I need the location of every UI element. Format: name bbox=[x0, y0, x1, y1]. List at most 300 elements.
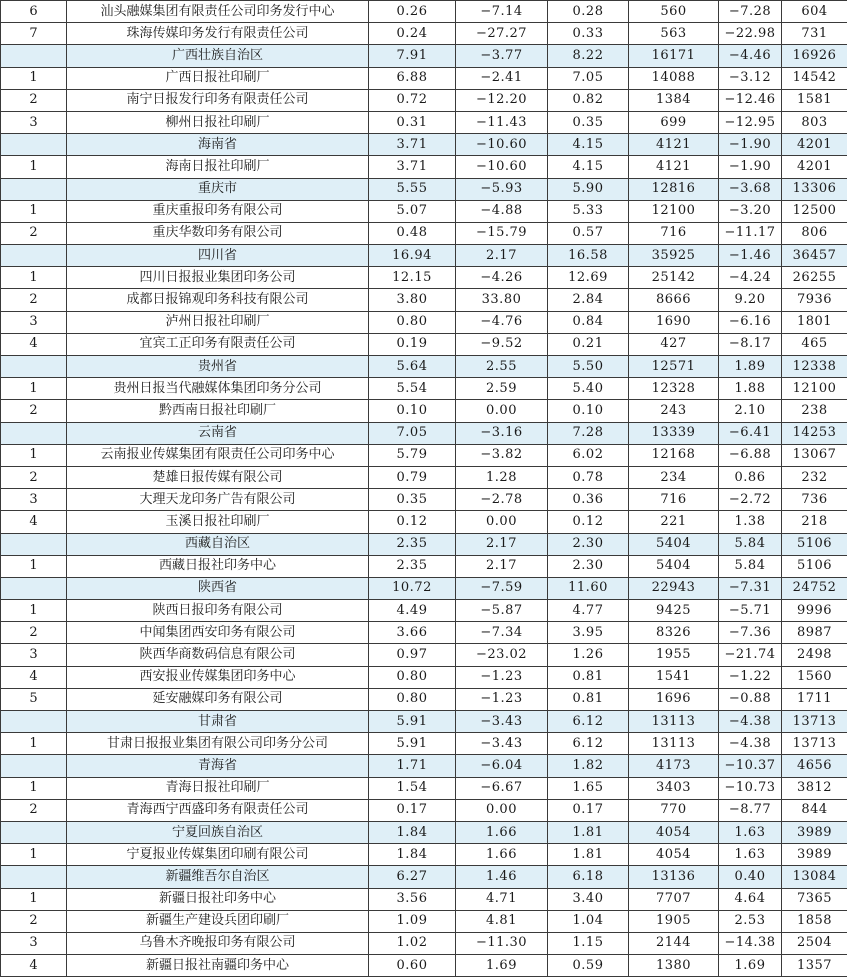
row-index-cell bbox=[1, 422, 67, 444]
share-change-cell: −12.20 bbox=[456, 89, 548, 111]
share-value-cell: 0.80 bbox=[369, 688, 456, 710]
share-change-cell: −5.87 bbox=[456, 600, 548, 622]
prev-share-cell: 6.12 bbox=[548, 733, 629, 755]
prev-volume-cell: 2498 bbox=[782, 644, 847, 666]
volume-value-cell: 8666 bbox=[629, 289, 719, 311]
share-value-cell: 7.05 bbox=[369, 422, 456, 444]
row-index-cell: 4 bbox=[1, 955, 67, 977]
prev-share-cell: 0.36 bbox=[548, 489, 629, 511]
share-change-cell: −10.60 bbox=[456, 134, 548, 156]
prev-volume-cell: 7936 bbox=[782, 289, 847, 311]
share-value-cell: 0.35 bbox=[369, 489, 456, 511]
prev-volume-cell: 5106 bbox=[782, 533, 847, 555]
volume-value-cell: 770 bbox=[629, 799, 719, 821]
volume-change-cell: −1.90 bbox=[719, 134, 782, 156]
row-index-cell: 1 bbox=[1, 777, 67, 799]
table-row bbox=[1, 23, 847, 45]
province-row bbox=[1, 755, 847, 777]
row-index-cell: 4 bbox=[1, 666, 67, 688]
prev-volume-cell: 232 bbox=[782, 466, 847, 488]
table-row bbox=[1, 733, 847, 755]
row-index-cell: 1 bbox=[1, 555, 67, 577]
row-name-cell: 青海省 bbox=[67, 755, 369, 777]
table-row bbox=[1, 600, 847, 622]
prev-volume-cell: 36457 bbox=[782, 245, 847, 267]
share-change-cell: −27.27 bbox=[456, 23, 548, 45]
share-value-cell: 1.02 bbox=[369, 932, 456, 954]
row-index-cell: 2 bbox=[1, 799, 67, 821]
share-value-cell: 6.27 bbox=[369, 866, 456, 888]
row-name-cell: 海南日报社印刷厂 bbox=[67, 156, 369, 178]
share-change-cell: 2.59 bbox=[456, 378, 548, 400]
table-row bbox=[1, 89, 847, 111]
volume-value-cell: 9425 bbox=[629, 600, 719, 622]
row-name-cell: 新疆生产建设兵团印刷厂 bbox=[67, 910, 369, 932]
row-name-cell: 重庆重报印务有限公司 bbox=[67, 200, 369, 222]
prev-share-cell: 5.40 bbox=[548, 378, 629, 400]
share-value-cell: 0.97 bbox=[369, 644, 456, 666]
share-change-cell: 4.81 bbox=[456, 910, 548, 932]
row-name-cell: 宜宾工正印务有限责任公司 bbox=[67, 333, 369, 355]
table-row bbox=[1, 67, 847, 89]
volume-change-cell: −3.68 bbox=[719, 178, 782, 200]
share-change-cell: 2.55 bbox=[456, 356, 548, 378]
volume-value-cell: 13339 bbox=[629, 422, 719, 444]
prev-volume-cell: 5106 bbox=[782, 555, 847, 577]
table-row bbox=[1, 267, 847, 289]
row-name-cell: 黔西南日报社印刷厂 bbox=[67, 400, 369, 422]
volume-value-cell: 25142 bbox=[629, 267, 719, 289]
prev-volume-cell: 13713 bbox=[782, 711, 847, 733]
volume-change-cell: −7.31 bbox=[719, 577, 782, 599]
province-row bbox=[1, 866, 847, 888]
prev-share-cell: 6.18 bbox=[548, 866, 629, 888]
table-row bbox=[1, 644, 847, 666]
province-row bbox=[1, 134, 847, 156]
volume-change-cell: 0.40 bbox=[719, 866, 782, 888]
row-index-cell: 6 bbox=[1, 1, 67, 23]
share-value-cell: 3.71 bbox=[369, 134, 456, 156]
row-name-cell: 贵州日报当代融媒体集团印务分公司 bbox=[67, 378, 369, 400]
prev-volume-cell: 9996 bbox=[782, 600, 847, 622]
share-value-cell: 1.71 bbox=[369, 755, 456, 777]
share-value-cell: 3.71 bbox=[369, 156, 456, 178]
volume-change-cell: 9.20 bbox=[719, 289, 782, 311]
volume-change-cell: −6.41 bbox=[719, 422, 782, 444]
prev-share-cell: 7.05 bbox=[548, 67, 629, 89]
volume-value-cell: 12168 bbox=[629, 444, 719, 466]
share-value-cell: 0.10 bbox=[369, 400, 456, 422]
volume-change-cell: −10.37 bbox=[719, 755, 782, 777]
volume-value-cell: 234 bbox=[629, 466, 719, 488]
table-row bbox=[1, 156, 847, 178]
prev-volume-cell: 8987 bbox=[782, 622, 847, 644]
share-change-cell: −5.93 bbox=[456, 178, 548, 200]
row-index-cell bbox=[1, 533, 67, 555]
volume-change-cell: −10.73 bbox=[719, 777, 782, 799]
prev-volume-cell: 731 bbox=[782, 23, 847, 45]
volume-change-cell: −22.98 bbox=[719, 23, 782, 45]
table-row bbox=[1, 289, 847, 311]
volume-change-cell: −21.74 bbox=[719, 644, 782, 666]
volume-change-cell: −4.46 bbox=[719, 45, 782, 67]
volume-value-cell: 1384 bbox=[629, 89, 719, 111]
share-value-cell: 2.35 bbox=[369, 533, 456, 555]
volume-change-cell: −5.71 bbox=[719, 600, 782, 622]
row-name-cell: 甘肃日报报业集团有限公司印务分公司 bbox=[67, 733, 369, 755]
table-row bbox=[1, 622, 847, 644]
prev-volume-cell: 3812 bbox=[782, 777, 847, 799]
prev-volume-cell: 736 bbox=[782, 489, 847, 511]
prev-share-cell: 4.15 bbox=[548, 134, 629, 156]
province-row bbox=[1, 245, 847, 267]
volume-value-cell: 4121 bbox=[629, 134, 719, 156]
volume-value-cell: 16171 bbox=[629, 45, 719, 67]
row-index-cell bbox=[1, 711, 67, 733]
row-name-cell: 大理天龙印务广告有限公司 bbox=[67, 489, 369, 511]
row-name-cell: 汕头融媒集团有限责任公司印务发行中心 bbox=[67, 1, 369, 23]
share-change-cell: −10.60 bbox=[456, 156, 548, 178]
volume-change-cell: 1.63 bbox=[719, 821, 782, 843]
share-value-cell: 0.19 bbox=[369, 333, 456, 355]
row-index-cell bbox=[1, 821, 67, 843]
volume-change-cell: −1.22 bbox=[719, 666, 782, 688]
row-index-cell: 1 bbox=[1, 267, 67, 289]
prev-share-cell: 11.60 bbox=[548, 577, 629, 599]
row-index-cell: 4 bbox=[1, 511, 67, 533]
province-row bbox=[1, 356, 847, 378]
share-change-cell: −4.76 bbox=[456, 311, 548, 333]
row-name-cell: 广西壮族自治区 bbox=[67, 45, 369, 67]
row-index-cell: 1 bbox=[1, 67, 67, 89]
row-index-cell bbox=[1, 134, 67, 156]
row-index-cell: 3 bbox=[1, 644, 67, 666]
share-change-cell: 0.00 bbox=[456, 400, 548, 422]
prev-volume-cell: 1801 bbox=[782, 311, 847, 333]
province-row bbox=[1, 422, 847, 444]
share-change-cell: −4.88 bbox=[456, 200, 548, 222]
row-index-cell: 4 bbox=[1, 333, 67, 355]
prev-volume-cell: 4656 bbox=[782, 755, 847, 777]
prev-volume-cell: 12500 bbox=[782, 200, 847, 222]
table-row bbox=[1, 688, 847, 710]
share-change-cell: 1.66 bbox=[456, 821, 548, 843]
row-index-cell: 2 bbox=[1, 289, 67, 311]
volume-value-cell: 1380 bbox=[629, 955, 719, 977]
share-change-cell: 1.28 bbox=[456, 466, 548, 488]
province-row bbox=[1, 711, 847, 733]
prev-share-cell: 0.33 bbox=[548, 23, 629, 45]
prev-volume-cell: 803 bbox=[782, 111, 847, 133]
share-value-cell: 5.07 bbox=[369, 200, 456, 222]
row-index-cell: 1 bbox=[1, 888, 67, 910]
share-value-cell: 6.88 bbox=[369, 67, 456, 89]
share-value-cell: 5.64 bbox=[369, 356, 456, 378]
volume-change-cell: −7.28 bbox=[719, 1, 782, 23]
volume-change-cell: −12.95 bbox=[719, 111, 782, 133]
volume-change-cell: −4.38 bbox=[719, 711, 782, 733]
row-name-cell: 贵州省 bbox=[67, 356, 369, 378]
share-change-cell: −4.26 bbox=[456, 267, 548, 289]
row-index-cell: 3 bbox=[1, 311, 67, 333]
volume-change-cell: −0.88 bbox=[719, 688, 782, 710]
row-index-cell: 5 bbox=[1, 688, 67, 710]
share-value-cell: 1.84 bbox=[369, 821, 456, 843]
volume-change-cell: −4.38 bbox=[719, 733, 782, 755]
volume-value-cell: 22943 bbox=[629, 577, 719, 599]
volume-value-cell: 3403 bbox=[629, 777, 719, 799]
volume-value-cell: 4054 bbox=[629, 844, 719, 866]
row-name-cell: 宁夏回族自治区 bbox=[67, 821, 369, 843]
prev-volume-cell: 12338 bbox=[782, 356, 847, 378]
volume-change-cell: −14.38 bbox=[719, 932, 782, 954]
row-name-cell: 西藏自治区 bbox=[67, 533, 369, 555]
prev-volume-cell: 1581 bbox=[782, 89, 847, 111]
row-name-cell: 海南省 bbox=[67, 134, 369, 156]
volume-value-cell: 1696 bbox=[629, 688, 719, 710]
share-value-cell: 0.12 bbox=[369, 511, 456, 533]
share-value-cell: 0.26 bbox=[369, 1, 456, 23]
share-value-cell: 0.80 bbox=[369, 666, 456, 688]
prev-share-cell: 0.57 bbox=[548, 222, 629, 244]
share-change-cell: −1.23 bbox=[456, 666, 548, 688]
share-value-cell: 3.56 bbox=[369, 888, 456, 910]
share-value-cell: 5.55 bbox=[369, 178, 456, 200]
prev-share-cell: 2.30 bbox=[548, 533, 629, 555]
province-row bbox=[1, 821, 847, 843]
share-change-cell: 4.71 bbox=[456, 888, 548, 910]
prev-share-cell: 5.50 bbox=[548, 356, 629, 378]
volume-value-cell: 243 bbox=[629, 400, 719, 422]
volume-value-cell: 1905 bbox=[629, 910, 719, 932]
row-index-cell bbox=[1, 577, 67, 599]
row-name-cell: 甘肃省 bbox=[67, 711, 369, 733]
volume-value-cell: 35925 bbox=[629, 245, 719, 267]
volume-value-cell: 12571 bbox=[629, 356, 719, 378]
share-change-cell: −7.14 bbox=[456, 1, 548, 23]
table-row bbox=[1, 844, 847, 866]
volume-value-cell: 8326 bbox=[629, 622, 719, 644]
volume-change-cell: 5.84 bbox=[719, 555, 782, 577]
volume-change-cell: 2.10 bbox=[719, 400, 782, 422]
share-value-cell: 1.54 bbox=[369, 777, 456, 799]
row-index-cell bbox=[1, 356, 67, 378]
row-name-cell: 新疆日报社印务中心 bbox=[67, 888, 369, 910]
row-name-cell: 重庆华数印务有限公司 bbox=[67, 222, 369, 244]
volume-change-cell: −1.46 bbox=[719, 245, 782, 267]
row-name-cell: 延安融媒印务有限公司 bbox=[67, 688, 369, 710]
row-name-cell: 云南省 bbox=[67, 422, 369, 444]
volume-value-cell: 13136 bbox=[629, 866, 719, 888]
prev-volume-cell: 26255 bbox=[782, 267, 847, 289]
prev-volume-cell: 604 bbox=[782, 1, 847, 23]
volume-value-cell: 716 bbox=[629, 222, 719, 244]
row-name-cell: 楚雄日报传媒有限公司 bbox=[67, 466, 369, 488]
province-row bbox=[1, 577, 847, 599]
volume-value-cell: 716 bbox=[629, 489, 719, 511]
province-row bbox=[1, 533, 847, 555]
row-name-cell: 泸州日报社印刷厂 bbox=[67, 311, 369, 333]
share-value-cell: 0.80 bbox=[369, 311, 456, 333]
volume-value-cell: 1541 bbox=[629, 666, 719, 688]
prev-volume-cell: 1711 bbox=[782, 688, 847, 710]
prev-share-cell: 0.81 bbox=[548, 688, 629, 710]
volume-change-cell: 1.69 bbox=[719, 955, 782, 977]
prev-share-cell: 3.40 bbox=[548, 888, 629, 910]
table-body bbox=[1, 1, 847, 977]
table-row bbox=[1, 378, 847, 400]
prev-share-cell: 1.04 bbox=[548, 910, 629, 932]
row-name-cell: 柳州日报社印刷厂 bbox=[67, 111, 369, 133]
row-name-cell: 西藏日报社印务中心 bbox=[67, 555, 369, 577]
row-index-cell bbox=[1, 755, 67, 777]
prev-share-cell: 6.12 bbox=[548, 711, 629, 733]
prev-share-cell: 0.82 bbox=[548, 89, 629, 111]
prev-share-cell: 6.02 bbox=[548, 444, 629, 466]
share-value-cell: 1.84 bbox=[369, 844, 456, 866]
row-index-cell: 2 bbox=[1, 400, 67, 422]
share-value-cell: 4.49 bbox=[369, 600, 456, 622]
prev-volume-cell: 218 bbox=[782, 511, 847, 533]
prev-volume-cell: 806 bbox=[782, 222, 847, 244]
prev-volume-cell: 4201 bbox=[782, 134, 847, 156]
row-index-cell: 1 bbox=[1, 600, 67, 622]
volume-value-cell: 1690 bbox=[629, 311, 719, 333]
share-change-cell: −3.82 bbox=[456, 444, 548, 466]
table-row bbox=[1, 799, 847, 821]
share-value-cell: 0.24 bbox=[369, 23, 456, 45]
volume-value-cell: 12100 bbox=[629, 200, 719, 222]
table-row bbox=[1, 777, 847, 799]
table-row bbox=[1, 111, 847, 133]
row-index-cell bbox=[1, 245, 67, 267]
prev-share-cell: 0.10 bbox=[548, 400, 629, 422]
volume-change-cell: −8.77 bbox=[719, 799, 782, 821]
row-index-cell bbox=[1, 45, 67, 67]
share-value-cell: 0.48 bbox=[369, 222, 456, 244]
table-row bbox=[1, 333, 847, 355]
row-index-cell: 1 bbox=[1, 156, 67, 178]
prev-volume-cell: 465 bbox=[782, 333, 847, 355]
volume-value-cell: 12328 bbox=[629, 378, 719, 400]
volume-change-cell: 1.89 bbox=[719, 356, 782, 378]
volume-change-cell: −12.46 bbox=[719, 89, 782, 111]
volume-change-cell: 5.84 bbox=[719, 533, 782, 555]
table-row bbox=[1, 955, 847, 977]
share-change-cell: 2.17 bbox=[456, 533, 548, 555]
volume-value-cell: 699 bbox=[629, 111, 719, 133]
share-value-cell: 0.31 bbox=[369, 111, 456, 133]
table-row bbox=[1, 400, 847, 422]
prev-share-cell: 0.17 bbox=[548, 799, 629, 821]
share-change-cell: −3.16 bbox=[456, 422, 548, 444]
table-row bbox=[1, 555, 847, 577]
prev-share-cell: 4.77 bbox=[548, 600, 629, 622]
row-index-cell: 2 bbox=[1, 910, 67, 932]
province-row bbox=[1, 178, 847, 200]
row-name-cell: 青海日报社印刷厂 bbox=[67, 777, 369, 799]
row-name-cell: 玉溪日报社印刷厂 bbox=[67, 511, 369, 533]
volume-change-cell: −6.16 bbox=[719, 311, 782, 333]
table-row bbox=[1, 666, 847, 688]
row-name-cell: 南宁日报发行印务有限责任公司 bbox=[67, 89, 369, 111]
row-name-cell: 四川日报报业集团印务公司 bbox=[67, 267, 369, 289]
volume-change-cell: −2.72 bbox=[719, 489, 782, 511]
prev-share-cell: 4.15 bbox=[548, 156, 629, 178]
prev-share-cell: 1.65 bbox=[548, 777, 629, 799]
volume-change-cell: −8.17 bbox=[719, 333, 782, 355]
volume-change-cell: 0.86 bbox=[719, 466, 782, 488]
volume-value-cell: 13113 bbox=[629, 711, 719, 733]
share-value-cell: 3.80 bbox=[369, 289, 456, 311]
volume-change-cell: 1.63 bbox=[719, 844, 782, 866]
share-change-cell: −7.59 bbox=[456, 577, 548, 599]
volume-change-cell: −3.12 bbox=[719, 67, 782, 89]
prev-share-cell: 7.28 bbox=[548, 422, 629, 444]
prev-volume-cell: 16926 bbox=[782, 45, 847, 67]
volume-value-cell: 4121 bbox=[629, 156, 719, 178]
row-name-cell: 成都日报锦观印务科技有限公司 bbox=[67, 289, 369, 311]
row-name-cell: 珠海传媒印务发行有限责任公司 bbox=[67, 23, 369, 45]
share-change-cell: −7.34 bbox=[456, 622, 548, 644]
row-name-cell: 西安报业传媒集团印务中心 bbox=[67, 666, 369, 688]
prev-volume-cell: 14542 bbox=[782, 67, 847, 89]
table-row bbox=[1, 888, 847, 910]
volume-value-cell: 2144 bbox=[629, 932, 719, 954]
prev-volume-cell: 238 bbox=[782, 400, 847, 422]
share-change-cell: −2.41 bbox=[456, 67, 548, 89]
prev-volume-cell: 13084 bbox=[782, 866, 847, 888]
share-value-cell: 0.60 bbox=[369, 955, 456, 977]
share-change-cell: −9.52 bbox=[456, 333, 548, 355]
prev-share-cell: 1.82 bbox=[548, 755, 629, 777]
row-index-cell bbox=[1, 866, 67, 888]
share-value-cell: 2.35 bbox=[369, 555, 456, 577]
prev-share-cell: 1.26 bbox=[548, 644, 629, 666]
row-name-cell: 陕西日报印务有限公司 bbox=[67, 600, 369, 622]
volume-change-cell: −7.36 bbox=[719, 622, 782, 644]
prev-volume-cell: 24752 bbox=[782, 577, 847, 599]
row-index-cell: 3 bbox=[1, 489, 67, 511]
share-change-cell: −2.78 bbox=[456, 489, 548, 511]
row-name-cell: 乌鲁木齐晚报印务有限公司 bbox=[67, 932, 369, 954]
row-name-cell: 广西日报社印刷厂 bbox=[67, 67, 369, 89]
volume-value-cell: 5404 bbox=[629, 533, 719, 555]
share-value-cell: 3.66 bbox=[369, 622, 456, 644]
volume-change-cell: 2.53 bbox=[719, 910, 782, 932]
row-index-cell: 1 bbox=[1, 444, 67, 466]
row-index-cell: 7 bbox=[1, 23, 67, 45]
volume-value-cell: 7707 bbox=[629, 888, 719, 910]
prev-share-cell: 0.35 bbox=[548, 111, 629, 133]
share-change-cell: 2.17 bbox=[456, 555, 548, 577]
prev-volume-cell: 14253 bbox=[782, 422, 847, 444]
volume-change-cell: −11.17 bbox=[719, 222, 782, 244]
prev-volume-cell: 2504 bbox=[782, 932, 847, 954]
row-index-cell: 2 bbox=[1, 89, 67, 111]
share-value-cell: 5.79 bbox=[369, 444, 456, 466]
volume-value-cell: 12816 bbox=[629, 178, 719, 200]
prev-share-cell: 0.12 bbox=[548, 511, 629, 533]
row-name-cell: 新疆维吾尔自治区 bbox=[67, 866, 369, 888]
table-row bbox=[1, 511, 847, 533]
row-name-cell: 新疆日报社南疆印务中心 bbox=[67, 955, 369, 977]
share-value-cell: 7.91 bbox=[369, 45, 456, 67]
volume-value-cell: 13113 bbox=[629, 733, 719, 755]
row-name-cell: 陕西省 bbox=[67, 577, 369, 599]
row-index-cell: 1 bbox=[1, 378, 67, 400]
share-change-cell: −3.43 bbox=[456, 733, 548, 755]
